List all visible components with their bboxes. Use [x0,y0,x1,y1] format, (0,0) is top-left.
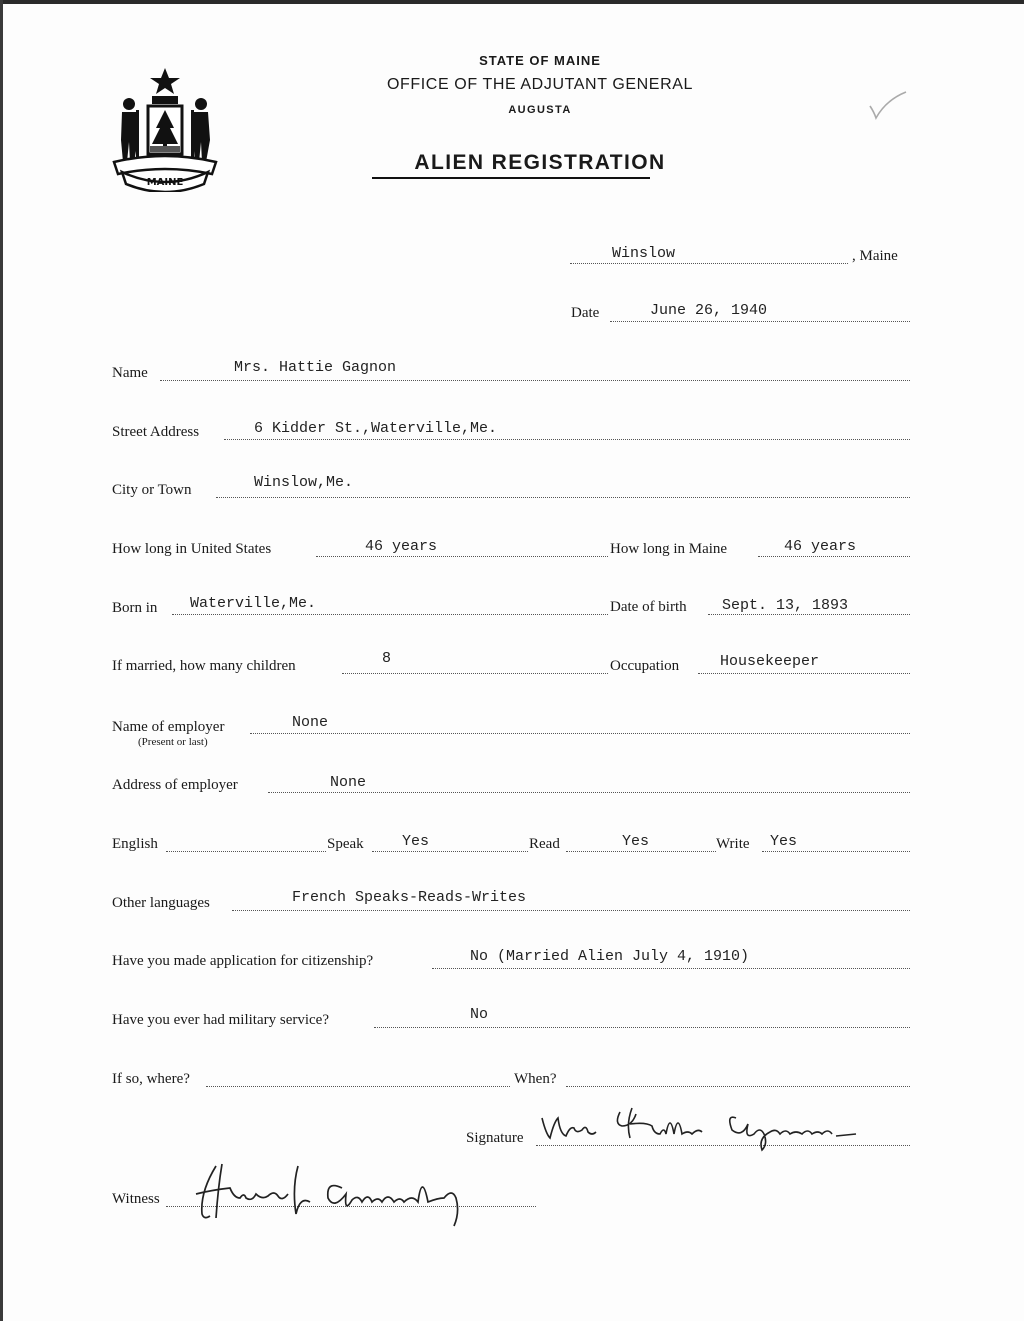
witness-label: Witness [112,1191,160,1207]
when-label: When? [514,1071,557,1087]
born-in-line [172,614,608,615]
born-in-label: Born in [112,600,158,616]
occupation-value: Housekeeper [720,653,820,670]
scan-edge-top [0,0,1024,4]
children-line [342,673,608,674]
town-value: Winslow [612,245,676,262]
speak-line [372,851,528,852]
city-heading: AUGUSTA [508,104,572,116]
seal-banner-text: MAINE [146,177,184,188]
how-long-us-line [316,556,608,557]
maine-seal-icon [112,66,218,192]
state-heading: STATE OF MAINE [479,53,601,68]
write-value: Yes [770,833,798,850]
street-address-label: Street Address [112,424,200,440]
date-value: June 26, 1940 [650,302,768,319]
office-heading: OFFICE OF THE ADJUTANT GENERAL [386,76,694,93]
english-line [166,851,326,852]
city-town-label: City or Town [112,482,192,498]
born-in-value: Waterville,Me. [190,595,317,612]
read-value: Yes [622,833,650,850]
how-long-maine-value: 46 years [784,538,857,555]
if-so-where-label: If so, where? [112,1071,190,1087]
street-address-value: 6 Kidder St.,Waterville,Me. [254,420,498,437]
town-line [570,263,848,264]
when-line [566,1086,910,1087]
applicant-signature [536,1104,886,1154]
check-mark-icon [866,88,910,122]
name-line [160,380,910,381]
other-languages-line [232,910,910,911]
military-value: No [470,1006,489,1023]
employer-name-value: None [292,714,329,731]
name-label: Name [112,365,148,381]
employer-address-label: Address of employer [112,777,238,793]
citizenship-label: Have you made application for citizenship? [112,953,374,969]
employer-name-note: (Present or last) [138,736,208,748]
occupation-line [698,673,910,674]
scan-edge-left [0,0,3,1321]
how-long-us-value: 46 years [365,538,438,555]
how-long-maine-line [758,556,910,557]
employer-address-value: None [330,774,367,791]
city-town-value: Winslow,Me. [254,474,354,491]
how-long-maine-label: How long in Maine [610,541,728,557]
signature-label: Signature [466,1130,524,1146]
date-of-birth-line [708,614,910,615]
date-of-birth-value: Sept. 13, 1893 [722,597,849,614]
write-line [762,851,910,852]
english-label: English [112,836,158,852]
citizenship-value: No (Married Alien July 4, 1910) [470,948,750,965]
occupation-label: Occupation [610,658,680,674]
speak-label: Speak [327,836,364,852]
children-value: 8 [382,650,392,667]
title-underline [372,177,650,179]
write-label: Write [716,836,750,852]
employer-name-label: Name of employer [112,719,225,735]
speak-value: Yes [402,833,430,850]
employer-address-line [268,792,910,793]
read-label: Read [529,836,560,852]
read-line [566,851,716,852]
maine-suffix: , Maine [852,248,898,264]
city-town-line [216,497,910,498]
citizenship-line [432,968,910,969]
street-address-line [224,439,910,440]
name-value: Mrs. Hattie Gagnon [234,359,397,376]
children-label: If married, how many children [112,658,296,674]
witness-signature [182,1158,482,1232]
date-line [610,321,910,322]
other-languages-label: Other languages [112,895,210,911]
how-long-us-label: How long in United States [112,541,272,557]
other-languages-value: French Speaks-Reads-Writes [292,889,527,906]
date-of-birth-label: Date of birth [610,599,687,615]
if-so-where-line [206,1086,510,1087]
employer-name-line [250,733,910,734]
military-label: Have you ever had military service? [112,1012,329,1028]
date-label: Date [571,305,600,321]
form-title: ALIEN REGISTRATION [414,151,666,174]
military-line [374,1027,910,1028]
